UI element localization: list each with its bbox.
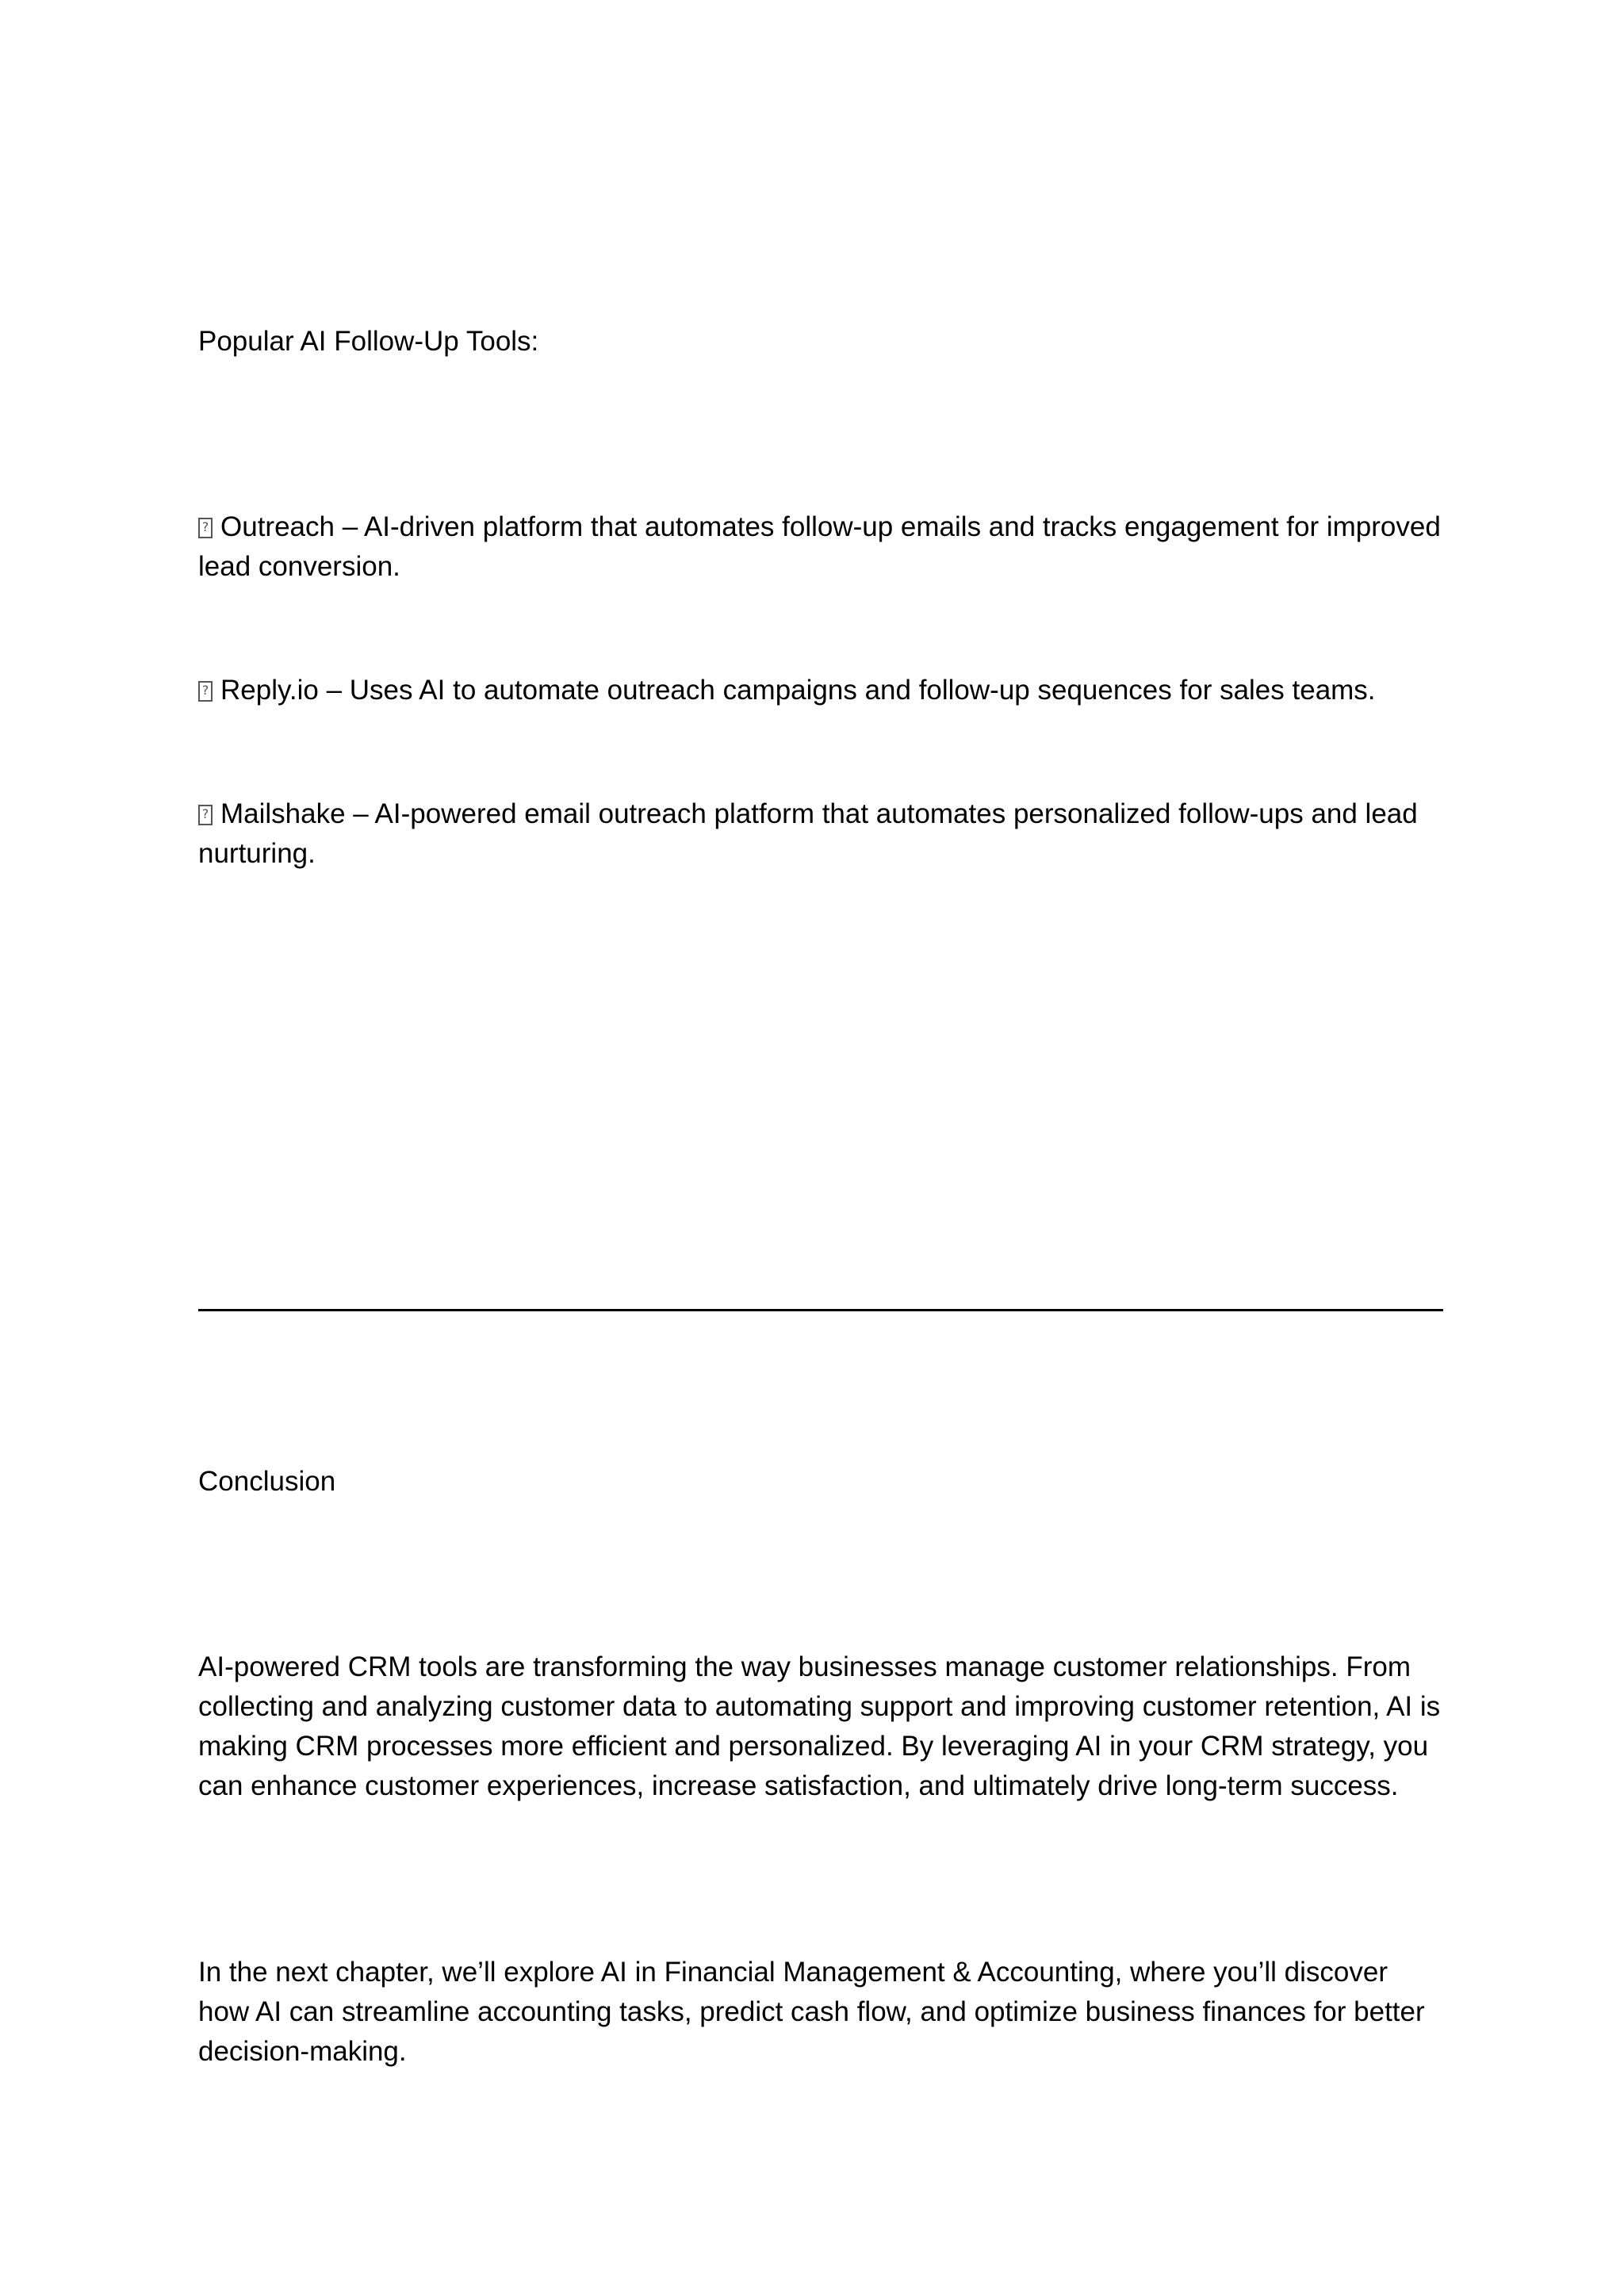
conclusion-paragraph: AI-powered CRM tools are transforming the way businesses manage customer relationships. From collecting and analyzing customer data to automating support and improving customer retention, AI is making CRM processes more efficient and personalized. By leveraging AI in your CRM strategy, you can enhance customer experiences, increase satisfaction, and ultimately drive long-term success. [198,1651,1441,1801]
horizontal-divider [198,1309,1443,1311]
tool-item-text: Mailshake – AI-powered email outreach platform that automates personalized follow-ups and lead nurturing. [198,798,1418,869]
tool-item-reply-io [198,671,1443,710]
missing-glyph-icon [198,681,213,702]
conclusion-heading: Conclusion [198,1466,336,1497]
next-chapter-paragraph: In the next chapter, we’ll explore AI in Financial Management & Accounting, where you’ll discover how AI can streamline accounting tasks, predict cash flow, and optimize business finances for better decision-making. [198,1957,1425,2067]
missing-glyph-icon [198,805,213,825]
tool-item-text: Outreach – AI-driven platform that automates follow-up emails and tracks engagement for improved lead conversion. [198,511,1441,582]
tool-item-text: Reply.io – Uses AI to automate outreach campaigns and follow-up sequences for sales teams. [220,675,1376,706]
tool-item-mailshake [198,794,1443,874]
section-heading-follow-up-tools: Popular AI Follow-Up Tools: [198,326,539,357]
missing-glyph-icon [198,518,213,538]
tool-item-outreach [198,507,1443,587]
